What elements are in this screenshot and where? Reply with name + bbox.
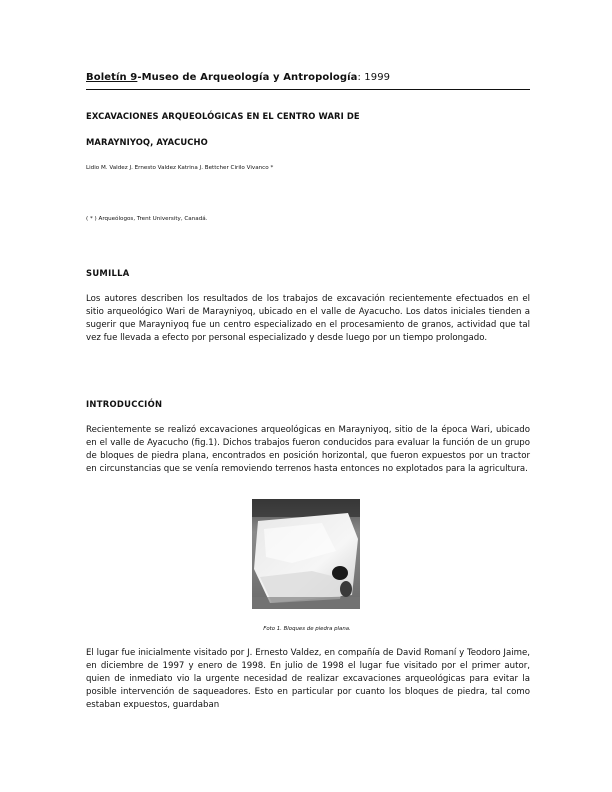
journal-header-year: : 1999: [357, 72, 391, 83]
section-heading-introduccion: INTRODUCCIÓN: [86, 399, 163, 409]
introduccion-paragraph: Recientemente se realizó excavaciones arqueológicas en Marayniyoq, sitio de la época Wari, ubicado en el valle de Ayacucho (fig.1). Dichos trabajos fueron conducidos para evaluar la función de un grupo de bloques de piedra plana, encontrados en posición horizontal, que fueron expuestos por un tractor en circunstancias que se venía removiendo terrenos hasta entonces no explotados para la agricultura.: [86, 425, 530, 474]
article-title-line-2: MARAYNIYOQ, AYACUCHO: [86, 137, 208, 147]
author-list: Lidio M. Valdez J. Ernesto Valdez Katrina J. Bettcher Cirilo Vivanco *: [86, 165, 274, 171]
section-heading-sumilla: SUMILLA: [86, 268, 130, 278]
photo-caption: Foto 1. Bloques de piedra plana.: [263, 626, 351, 632]
photo-stone-blocks: [252, 499, 360, 609]
journal-header-name: -Museo de Arqueología y Antropología: [137, 72, 358, 83]
author-footnote: ( * ) Arqueólogos, Trent University, Canadá.: [86, 216, 208, 222]
journal-header: [86, 72, 390, 83]
article-title-line-1: EXCAVACIONES ARQUEOLÓGICAS EN EL CENTRO WARI DE: [86, 111, 360, 121]
sumilla-paragraph: Los autores describen los resultados de los trabajos de excavación recientemente efectuados en el sitio arqueológico Wari de Marayniyoq, ubicado en el valle de Ayacucho. Los datos iniciales tienden a sugerir que Marayniyoq fue un centro especializado en el procesamiento de granos, actividad que tal vez fue llevada a efecto por personal especializado y desde luego por un tiempo prolongado.: [86, 294, 530, 343]
header-divider: [86, 89, 530, 90]
body-paragraph: El lugar fue inicialmente visitado por J. Ernesto Valdez, en compañía de David Romaní y Teodoro Jaime, en diciembre de 1997 y enero de 1998. En julio de 1998 el lugar fue visitado por el primer autor, quien de inmediato vio la urgente necesidad de realizar excavaciones arqueológicas para evitar la posible intervención de saqueadores. Esto en particular por cuanto los bloques de piedra, tal como estaban expuestos, guardaban: [86, 648, 530, 710]
journal-header-prefix: Boletín 9: [86, 72, 138, 83]
